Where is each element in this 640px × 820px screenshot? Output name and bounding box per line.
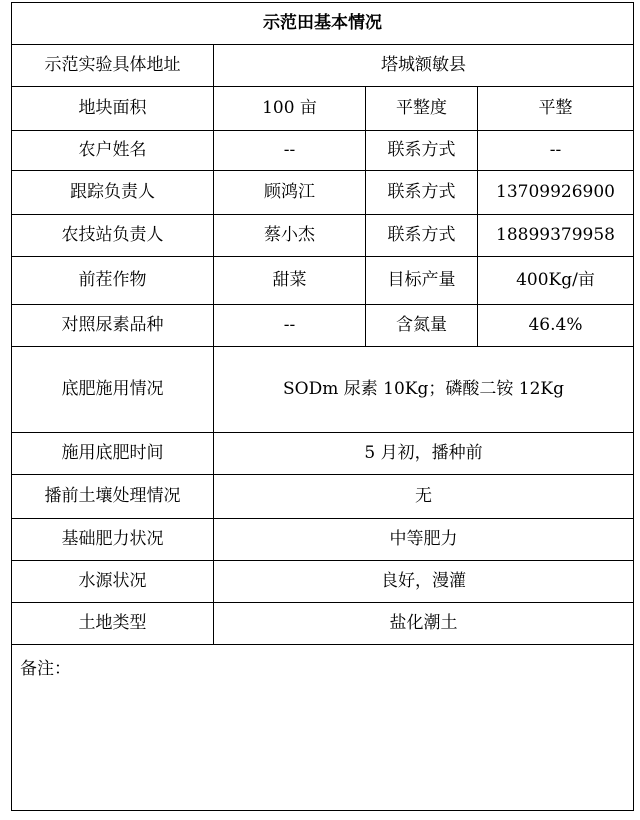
base-fert-row bbox=[12, 347, 634, 433]
address-row bbox=[12, 45, 634, 87]
soil-treatment-label: 播前土壤处理情况 bbox=[12, 475, 214, 519]
control-urea-label: 对照尿素品种 bbox=[12, 305, 214, 347]
station-value: 蔡小杰 bbox=[214, 215, 366, 257]
previous-crop-label: 前茬作物 bbox=[12, 257, 214, 305]
demo-field-info-table bbox=[11, 2, 634, 811]
plot-area-value: 100 亩 bbox=[214, 87, 366, 131]
soil-treatment-value: 无 bbox=[214, 475, 634, 519]
title-row bbox=[12, 3, 634, 45]
nitrogen-content-value: 46.4% bbox=[478, 305, 634, 347]
address-value: 塔城额敏县 bbox=[214, 45, 634, 87]
base-fert-time-label: 施用底肥时间 bbox=[12, 433, 214, 475]
soil-treatment-row bbox=[12, 475, 634, 519]
nitrogen-content-label: 含氮量 bbox=[366, 305, 478, 347]
tracker-contact-label: 联系方式 bbox=[366, 171, 478, 215]
station-contact-value: 18899379958 bbox=[478, 215, 634, 257]
land-type-value: 盐化潮土 bbox=[214, 603, 634, 645]
fertility-value: 中等肥力 bbox=[214, 519, 634, 561]
target-yield-value: 400Kg/亩 bbox=[478, 257, 634, 305]
address-label: 示范实验具体地址 bbox=[12, 45, 214, 87]
station-contact-label: 联系方式 bbox=[366, 215, 478, 257]
flatness-label: 平整度 bbox=[366, 87, 478, 131]
previous-crop-row bbox=[12, 257, 634, 305]
farmer-contact-value: -- bbox=[478, 131, 634, 171]
tracker-label: 跟踪负责人 bbox=[12, 171, 214, 215]
flatness-value: 平整 bbox=[478, 87, 634, 131]
control-urea-value: -- bbox=[214, 305, 366, 347]
fertility-label: 基础肥力状况 bbox=[12, 519, 214, 561]
station-label: 农技站负责人 bbox=[12, 215, 214, 257]
base-fert-time-row bbox=[12, 433, 634, 475]
land-type-label: 土地类型 bbox=[12, 603, 214, 645]
plot-area-label: 地块面积 bbox=[12, 87, 214, 131]
plot-row bbox=[12, 87, 634, 131]
target-yield-label: 目标产量 bbox=[366, 257, 478, 305]
land-type-row bbox=[12, 603, 634, 645]
farmer-name-label: 农户姓名 bbox=[12, 131, 214, 171]
tracker-contact-value: 13709926900 bbox=[478, 171, 634, 215]
water-row bbox=[12, 561, 634, 603]
notes-row bbox=[12, 645, 634, 811]
base-fert-time-value: 5 月初，播种前 bbox=[214, 433, 634, 475]
table-title: 示范田基本情况 bbox=[12, 3, 634, 45]
station-row bbox=[12, 215, 634, 257]
notes-label: 备注： bbox=[20, 659, 71, 679]
notes-cell bbox=[12, 645, 634, 811]
water-value: 良好，漫灌 bbox=[214, 561, 634, 603]
tracker-value: 顾鸿江 bbox=[214, 171, 366, 215]
base-fert-value: SODm 尿素 10Kg；磷酸二铵 12Kg bbox=[214, 347, 634, 433]
fertility-row bbox=[12, 519, 634, 561]
farmer-row bbox=[12, 131, 634, 171]
previous-crop-value: 甜菜 bbox=[214, 257, 366, 305]
farmer-name-value: -- bbox=[214, 131, 366, 171]
base-fert-label: 底肥施用情况 bbox=[12, 347, 214, 433]
tracker-row bbox=[12, 171, 634, 215]
water-label: 水源状况 bbox=[12, 561, 214, 603]
farmer-contact-label: 联系方式 bbox=[366, 131, 478, 171]
control-row bbox=[12, 305, 634, 347]
